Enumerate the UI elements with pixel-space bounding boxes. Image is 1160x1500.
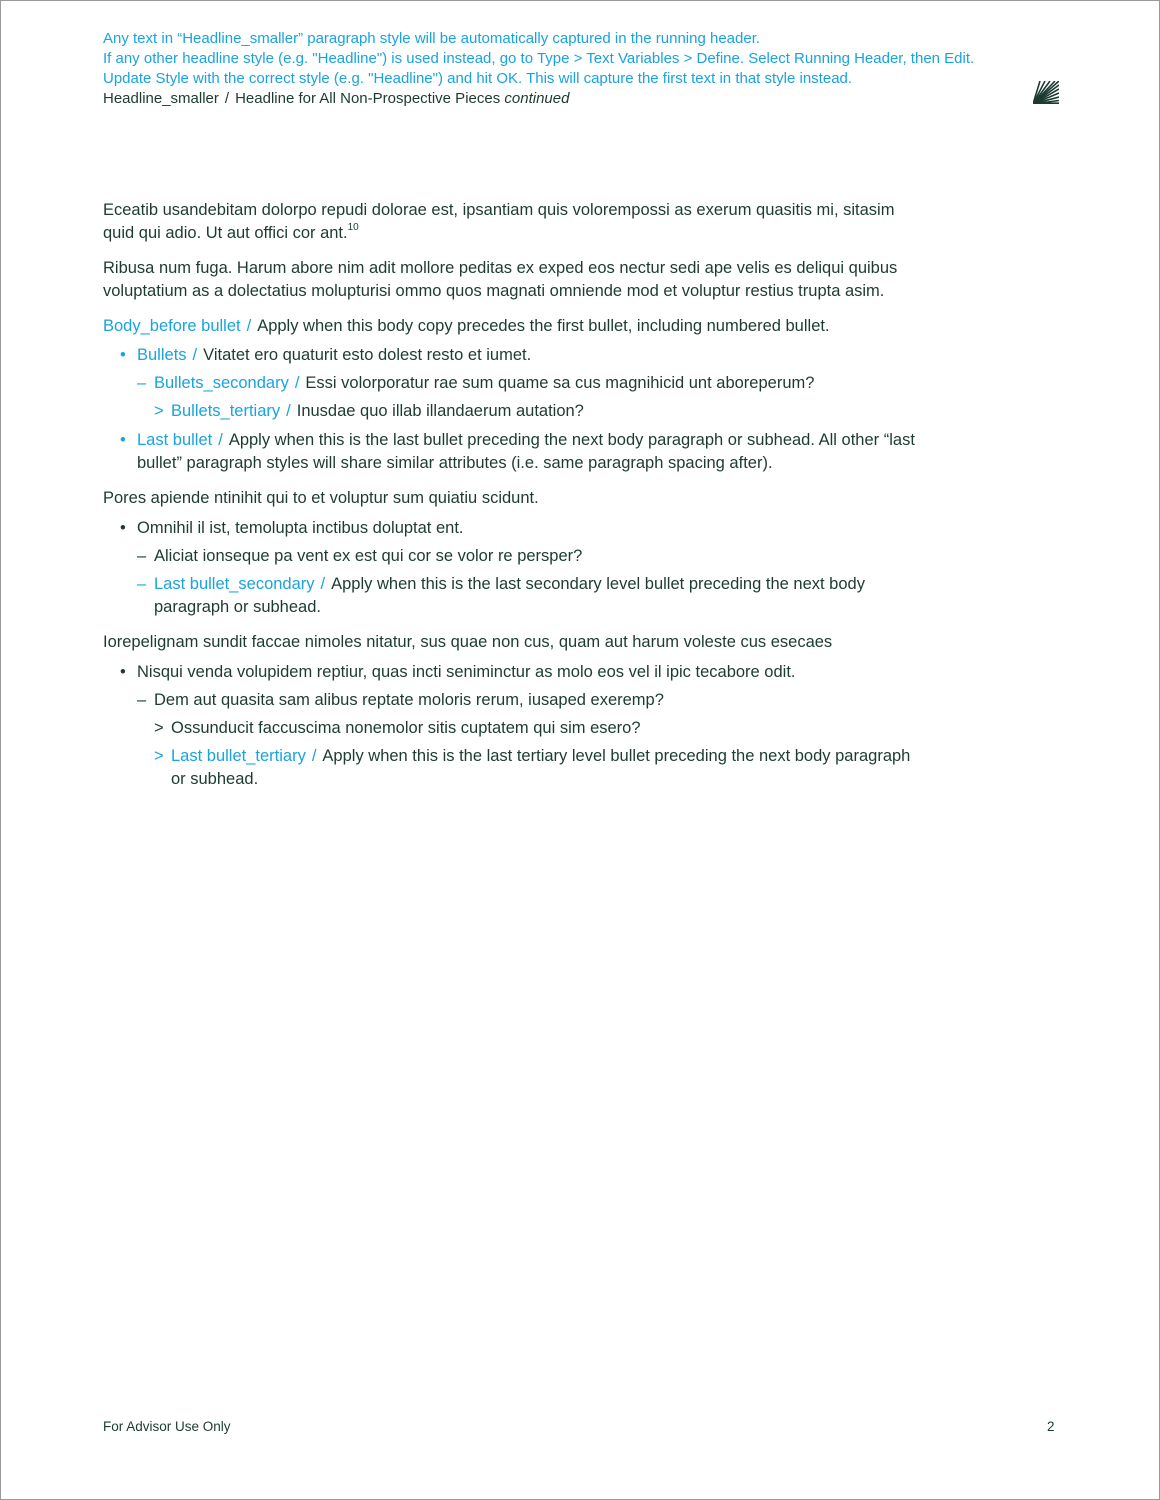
separator: / bbox=[294, 374, 300, 392]
list-item: • Last bullet / Apply when this is the last bullet preceding the next body paragraph or subhead. All other “last bullet” paragraph styles will share similar attributes (i.e. same paragraph spacing after). bbox=[120, 431, 915, 472]
header-note: Update Style with the correct style (e.g. "Headline") and hit OK. This will capture the first text in that style instead. bbox=[103, 70, 853, 87]
list-item: > Bullets_tertiary / Inusdae quo illab illandaerum autation? bbox=[103, 400, 923, 423]
list-item: – Dem aut quasita sam alibus reptate moloris rerum, iusaped exeremp? bbox=[103, 689, 923, 712]
bullet-marker: • bbox=[120, 663, 126, 681]
separator: / bbox=[311, 747, 317, 765]
list-item: • Nisqui venda volupidem reptiur, quas incti seniminctur as molo eos vel il ipic tecabore odit. bbox=[103, 661, 923, 684]
striped-fan-logo-icon bbox=[1033, 81, 1059, 104]
list-item: – Aliciat ionseque pa vent ex est qui cor se volor re persper? bbox=[103, 545, 923, 568]
list-item: > Ossunducit faccuscima nonemolor sitis cuptatem qui sim esero? bbox=[103, 717, 923, 740]
running-header-style: Headline_smaller bbox=[103, 90, 219, 107]
running-header bbox=[103, 29, 1043, 109]
page-number: 2 bbox=[1047, 1419, 1055, 1434]
body-copy bbox=[103, 199, 923, 791]
list-item: • Omnihil il ist, temolupta inctibus doluptat ent. bbox=[103, 517, 923, 540]
bullet-marker: – bbox=[137, 575, 147, 593]
style-label: Bullets_tertiary bbox=[171, 402, 281, 420]
paragraph: Ribusa num fuga. Harum abore nim adit mollore peditas ex exped eos nectur sedi ape velis es deliqui quibus voluptatium as a dolectatius molupturisi ommo quos magnati omniende mod et voluptur restius trupta asim. bbox=[103, 259, 898, 300]
style-label: Last bullet bbox=[137, 431, 213, 449]
paragraph: Iorepelignam sundit faccae nimoles nitatur, sus quae non cus, quam aut harum voleste cus esecaes bbox=[103, 633, 833, 651]
header-note: Any text in “Headline_smaller” paragraph style will be automatically captured in the running header. bbox=[103, 30, 761, 47]
separator: / bbox=[320, 575, 326, 593]
bullet-marker: – bbox=[137, 691, 147, 709]
footer-disclaimer: For Advisor Use Only bbox=[103, 1419, 231, 1434]
separator: / bbox=[192, 346, 198, 364]
list-item: • Bullets / Vitatet ero quaturit esto dolest resto et iumet. bbox=[103, 344, 923, 367]
bullet-marker: • bbox=[120, 431, 126, 449]
style-label: Bullets_secondary bbox=[154, 374, 289, 392]
separator: / bbox=[224, 90, 230, 107]
paragraph: Pores apiende ntinihit qui to et voluptur sum quiatiu scidunt. bbox=[103, 489, 539, 507]
bullet-marker: – bbox=[137, 374, 147, 392]
list-item: – Last bullet_secondary / Apply when this is the last secondary level bullet preceding the next body paragraph or subhead. bbox=[137, 575, 865, 616]
header-note: If any other headline style (e.g. "Headline") is used instead, go to Type > Text Variables > Define. Select Running Header, then Edit. bbox=[103, 50, 975, 67]
style-label: Last bullet_secondary bbox=[154, 575, 315, 593]
bullet-marker: – bbox=[137, 547, 147, 565]
style-label: Last bullet_tertiary bbox=[171, 747, 306, 765]
separator: / bbox=[218, 431, 223, 449]
style-label: Body_before bullet bbox=[103, 317, 241, 335]
bullet-marker: • bbox=[120, 519, 126, 537]
style-label: Bullets bbox=[137, 346, 187, 364]
bullet-marker: > bbox=[154, 402, 164, 420]
bullet-marker: • bbox=[120, 346, 126, 364]
running-header-title bbox=[103, 89, 1043, 109]
separator: / bbox=[246, 317, 252, 335]
footnote-reference: 10 bbox=[347, 221, 359, 233]
continued-label: continued bbox=[504, 90, 570, 107]
running-header-headline: Headline for All Non-Prospective Pieces bbox=[235, 90, 501, 107]
paragraph: Eceatib usandebitam dolorpo repudi dolorae est, ipsantiam quis volorempossi as exerum quasitis mi, sitasim quid qui adio. Ut aut offici cor ant.$^{10}$ bbox=[103, 201, 895, 242]
list-item: > Last bullet_tertiary / Apply when this is the last tertiary level bullet preceding the next body paragraph or subhead. bbox=[154, 747, 911, 788]
separator: / bbox=[286, 402, 291, 420]
bullet-marker: > bbox=[154, 719, 164, 737]
list-item: – Bullets_secondary / Essi volorporatur rae sum quame sa cus magnihicid unt aboreperum? bbox=[103, 372, 923, 395]
paragraph: Body_before bullet / Apply when this body copy precedes the first bullet, including numbered bullet. bbox=[103, 317, 830, 335]
bullet-marker: > bbox=[154, 747, 164, 765]
